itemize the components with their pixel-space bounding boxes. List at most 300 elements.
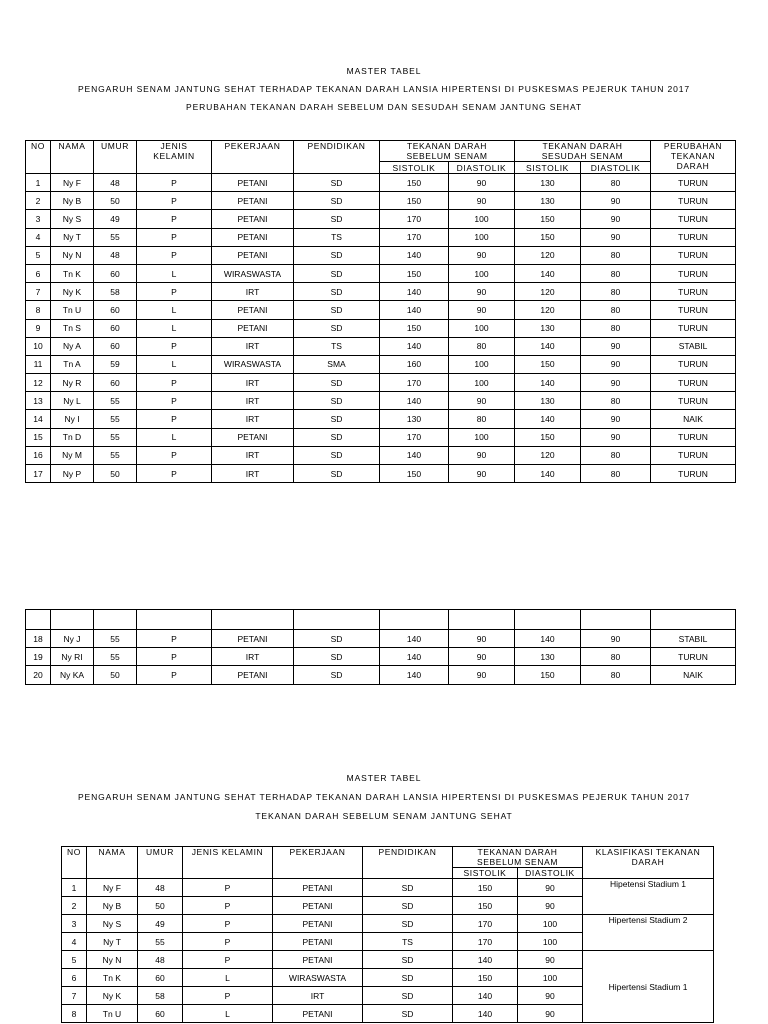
table-row [26, 630, 736, 648]
table-cell: 60 [94, 301, 137, 319]
table-cell: NAIK [651, 666, 736, 684]
table-cell: SD [363, 897, 453, 915]
table-cell: 80 [581, 446, 651, 464]
table-cell: WIRASWASTA [212, 264, 294, 282]
table-cell: 150 [515, 210, 581, 228]
table-row [26, 228, 736, 246]
table-cell: 55 [94, 446, 137, 464]
master-table-2 [25, 609, 736, 685]
table-cell: 140 [380, 283, 449, 301]
table-cell: 60 [138, 969, 183, 987]
empty-header-row [26, 610, 736, 630]
table-cell: L [137, 319, 212, 337]
table-cell: TURUN [651, 392, 736, 410]
table-cell: 11 [26, 355, 51, 373]
table-cell: 15 [26, 428, 51, 446]
table-cell: Ny N [87, 951, 138, 969]
table-cell: NAIK [651, 410, 736, 428]
klasifikasi-cell: Hipertensi Stadium 1 [583, 951, 714, 1023]
table-cell: 90 [518, 879, 583, 897]
table-cell: SD [294, 666, 380, 684]
table-cell: 48 [94, 174, 137, 192]
col-header-sistolik-before: SISTOLIK [380, 162, 449, 174]
table-cell: 150 [380, 192, 449, 210]
table-cell: SD [294, 428, 380, 446]
header-line: PERUBAHAN [663, 141, 723, 151]
table-cell: SMA [294, 355, 380, 373]
table-cell: 100 [449, 319, 515, 337]
table-cell: 2 [62, 897, 87, 915]
table-cell: Ny R [51, 374, 94, 392]
table-cell: 90 [449, 392, 515, 410]
table-cell: 140 [380, 446, 449, 464]
table-cell: P [137, 374, 212, 392]
table-cell: 90 [581, 210, 651, 228]
col-header-pekerjaan: PEKERJAAN [273, 847, 363, 879]
table-cell: TS [294, 337, 380, 355]
table-cell: 150 [380, 264, 449, 282]
table-cell: IRT [212, 337, 294, 355]
table-cell: Ny B [51, 192, 94, 210]
table-row [26, 648, 736, 666]
table-cell: PETANI [273, 879, 363, 897]
table-row [26, 374, 736, 392]
table-cell: 140 [515, 337, 581, 355]
table-cell: SD [294, 301, 380, 319]
klasifikasi-cell: Hipertensi Stadium 2 [583, 915, 714, 951]
table-cell: TS [363, 933, 453, 951]
table-cell: 80 [449, 337, 515, 355]
table-cell: P [137, 192, 212, 210]
table-cell: 150 [380, 319, 449, 337]
table-cell: Ny S [87, 915, 138, 933]
table-cell: 5 [26, 246, 51, 264]
table-cell: 120 [515, 446, 581, 464]
doc2-title: MASTER TABEL [346, 773, 422, 783]
table-cell: TURUN [651, 192, 736, 210]
col-header-nama: NAMA [87, 847, 138, 879]
table-row [26, 174, 736, 192]
table-cell: SD [294, 210, 380, 228]
col-header-sistolik: SISTOLIK [453, 868, 518, 879]
table-cell: PETANI [212, 228, 294, 246]
table-cell: PETANI [273, 1005, 363, 1023]
table-row [26, 337, 736, 355]
table-cell: 7 [26, 283, 51, 301]
col-header-before [380, 141, 515, 162]
table-cell: L [137, 264, 212, 282]
table-cell: Ny K [51, 283, 94, 301]
table-cell: 55 [94, 648, 137, 666]
table-cell: 80 [581, 283, 651, 301]
table-cell: PETANI [212, 428, 294, 446]
table-cell: 100 [449, 428, 515, 446]
table-cell: Ny T [51, 228, 94, 246]
col-header-perubahan [651, 141, 736, 174]
table-cell: 90 [449, 174, 515, 192]
table-cell: 140 [380, 246, 449, 264]
col-header-pendidikan: PENDIDIKAN [294, 141, 380, 174]
table-cell: 90 [449, 630, 515, 648]
header-line: TEKANAN DARAH [406, 141, 488, 151]
table-cell: Tn K [87, 969, 138, 987]
table-cell: 80 [581, 246, 651, 264]
table-cell: 140 [380, 392, 449, 410]
table-cell: SD [294, 319, 380, 337]
table-cell: 100 [518, 969, 583, 987]
table-cell: 90 [581, 630, 651, 648]
table-cell: 100 [449, 374, 515, 392]
doc2-subtitle: PENGARUH SENAM JANTUNG SEHAT TERHADAP TEKANAN DARAH LANSIA HIPERTENSI DI PUSKESMAS PEJERUK TAHUN 2017 [77, 792, 691, 802]
table-cell: 58 [94, 283, 137, 301]
table-cell: 80 [581, 392, 651, 410]
table-cell: 55 [94, 630, 137, 648]
table-cell: 55 [94, 410, 137, 428]
table-cell: P [183, 897, 273, 915]
empty-cell [515, 610, 581, 630]
table-cell: 90 [581, 374, 651, 392]
table-cell: 130 [380, 410, 449, 428]
table-cell: P [137, 210, 212, 228]
table-cell: 140 [453, 987, 518, 1005]
table-cell: TURUN [651, 301, 736, 319]
table-cell: PETANI [212, 666, 294, 684]
table-cell: 150 [380, 174, 449, 192]
table-cell: 60 [138, 1005, 183, 1023]
master-table-3 [61, 846, 714, 1023]
table-cell: 60 [94, 337, 137, 355]
table-cell: SD [363, 1005, 453, 1023]
table-cell: Ny F [51, 174, 94, 192]
table-cell: 60 [94, 374, 137, 392]
empty-cell [651, 610, 736, 630]
table-cell: P [137, 648, 212, 666]
table-cell: 150 [453, 969, 518, 987]
table-cell: TURUN [651, 319, 736, 337]
table-cell: 55 [138, 933, 183, 951]
table-cell: TURUN [651, 283, 736, 301]
table-cell: SD [294, 174, 380, 192]
table-cell: Ny J [51, 630, 94, 648]
table-cell: 170 [380, 428, 449, 446]
table-cell: TURUN [651, 174, 736, 192]
table-cell: PETANI [212, 319, 294, 337]
col-header-nama: NAMA [51, 141, 94, 174]
table-cell: SD [294, 446, 380, 464]
table-cell: 90 [449, 192, 515, 210]
table-cell: L [137, 428, 212, 446]
table-cell: P [183, 879, 273, 897]
table-row [26, 192, 736, 210]
col-header-diastolik: DIASTOLIK [518, 868, 583, 879]
table-cell: 130 [515, 319, 581, 337]
table-cell: P [183, 951, 273, 969]
table-cell: 120 [515, 283, 581, 301]
col-header-after [515, 141, 651, 162]
header-line: SEBELUM SENAM [477, 857, 559, 867]
header-line: KELAMIN [153, 151, 195, 161]
table-row [62, 951, 714, 969]
table-row [26, 246, 736, 264]
table-cell: 90 [518, 951, 583, 969]
table-cell: 90 [518, 987, 583, 1005]
table-row [26, 465, 736, 483]
table-cell: PETANI [212, 630, 294, 648]
table-cell: 90 [449, 465, 515, 483]
table-cell: 170 [453, 915, 518, 933]
empty-cell [294, 610, 380, 630]
table-cell: 90 [581, 355, 651, 373]
table-cell: 6 [26, 264, 51, 282]
header-line: SEBELUM SENAM [406, 151, 488, 161]
table-cell: TURUN [651, 228, 736, 246]
table-cell: 150 [515, 428, 581, 446]
col-header-no: NO [26, 141, 51, 174]
table-cell: 90 [581, 428, 651, 446]
table-row [26, 392, 736, 410]
empty-cell [26, 610, 51, 630]
table-cell: IRT [212, 446, 294, 464]
table-cell: 140 [515, 410, 581, 428]
table-cell: 80 [581, 264, 651, 282]
table-row [26, 428, 736, 446]
table-cell: 170 [453, 933, 518, 951]
table-cell: 100 [449, 355, 515, 373]
table-cell: P [183, 933, 273, 951]
table-cell: P [137, 283, 212, 301]
table-cell: 80 [581, 319, 651, 337]
table-cell: 80 [449, 410, 515, 428]
table-cell: 170 [380, 228, 449, 246]
table-cell: Ny S [51, 210, 94, 228]
table-cell: 160 [380, 355, 449, 373]
table-cell: 130 [515, 648, 581, 666]
table-cell: 140 [380, 301, 449, 319]
table-cell: Ny KA [51, 666, 94, 684]
table-cell: SD [363, 915, 453, 933]
table-cell: 140 [380, 666, 449, 684]
table-cell: 16 [26, 446, 51, 464]
table-cell: IRT [212, 648, 294, 666]
table-cell: 100 [518, 933, 583, 951]
table-cell: Ny RI [51, 648, 94, 666]
table-cell: 55 [94, 392, 137, 410]
table-cell: Ny F [87, 879, 138, 897]
table-cell: 6 [62, 969, 87, 987]
table-cell: 60 [94, 319, 137, 337]
table-cell: P [183, 915, 273, 933]
col-header-jenis-kelamin: JENIS KELAMIN [183, 847, 273, 879]
table-cell: STABIL [651, 630, 736, 648]
table-cell: 140 [380, 648, 449, 666]
table-row [62, 915, 714, 933]
table-cell: 80 [581, 301, 651, 319]
table-cell: 130 [515, 174, 581, 192]
table-cell: L [137, 355, 212, 373]
table-cell: 90 [581, 192, 651, 210]
table-cell: L [183, 1005, 273, 1023]
table-cell: 8 [26, 301, 51, 319]
table-cell: IRT [212, 410, 294, 428]
header-line: TEKANAN [670, 151, 716, 161]
table-cell: 20 [26, 666, 51, 684]
table-cell: P [137, 630, 212, 648]
table-cell: 90 [518, 897, 583, 915]
doc1-title: MASTER TABEL [346, 66, 422, 76]
table-cell: SD [294, 246, 380, 264]
table-cell: 1 [26, 174, 51, 192]
table-row [26, 666, 736, 684]
table-cell: 17 [26, 465, 51, 483]
table-cell: 4 [62, 933, 87, 951]
table-cell: 50 [138, 897, 183, 915]
table-cell: Ny T [87, 933, 138, 951]
table-cell: Tn K [51, 264, 94, 282]
table-cell: WIRASWASTA [212, 355, 294, 373]
table-cell: 10 [26, 337, 51, 355]
table-cell: 4 [26, 228, 51, 246]
table-cell: Ny P [51, 465, 94, 483]
table-cell: TURUN [651, 355, 736, 373]
table-cell: TURUN [651, 648, 736, 666]
table-cell: 130 [515, 392, 581, 410]
table-cell: SD [363, 987, 453, 1005]
col-header-umur: UMUR [94, 141, 137, 174]
header-line: DARAH [631, 857, 665, 867]
table-cell: IRT [212, 392, 294, 410]
empty-cell [137, 610, 212, 630]
table-cell: 170 [380, 374, 449, 392]
table-cell: SD [294, 630, 380, 648]
table-cell: WIRASWASTA [273, 969, 363, 987]
table-cell: 18 [26, 630, 51, 648]
table-cell: 140 [515, 630, 581, 648]
table-cell: 1 [62, 879, 87, 897]
header-line: TEKANAN DARAH [542, 141, 623, 151]
header-line: TEKANAN DARAH [477, 847, 558, 857]
table-cell: Tn A [51, 355, 94, 373]
table-cell: 140 [453, 1005, 518, 1023]
col-header-klasifikasi [583, 847, 714, 879]
table-cell: 100 [449, 264, 515, 282]
empty-cell [581, 610, 651, 630]
doc1-subtitle: PENGARUH SENAM JANTUNG SEHAT TERHADAP TEKANAN DARAH LANSIA HIPERTENSI DI PUSKESMAS PEJERUK TAHUN 2017 [77, 84, 691, 94]
table-cell: Tn U [51, 301, 94, 319]
table-cell: 90 [449, 446, 515, 464]
table-cell: TURUN [651, 264, 736, 282]
table-cell: Ny B [87, 897, 138, 915]
table-cell: 90 [581, 410, 651, 428]
table-1-body [26, 174, 736, 483]
table-cell: SD [294, 392, 380, 410]
table-cell: 80 [581, 666, 651, 684]
table-cell: SD [294, 374, 380, 392]
header-line: SESUDAH SENAM [541, 151, 624, 161]
table-cell: TURUN [651, 246, 736, 264]
table-cell: PETANI [273, 915, 363, 933]
table-row [26, 301, 736, 319]
empty-cell [51, 610, 94, 630]
table-cell: TURUN [651, 374, 736, 392]
table-cell: 60 [94, 264, 137, 282]
master-table-1 [25, 140, 736, 483]
table-cell: 48 [138, 951, 183, 969]
table-cell: STABIL [651, 337, 736, 355]
table-cell: 80 [581, 465, 651, 483]
header-line: JENIS [160, 141, 188, 151]
col-header-jenis-kelamin [137, 141, 212, 174]
table-cell: 150 [453, 879, 518, 897]
table-cell: SD [294, 410, 380, 428]
table-cell: 170 [380, 210, 449, 228]
table-cell: 150 [515, 228, 581, 246]
table-cell: 90 [449, 283, 515, 301]
table-cell: 120 [515, 301, 581, 319]
table-cell: PETANI [273, 897, 363, 915]
col-header-diastolik-after: DIASTOLIK [581, 162, 651, 174]
table-cell: IRT [212, 374, 294, 392]
table-cell: SD [294, 264, 380, 282]
table-cell: TS [294, 228, 380, 246]
table-cell: 49 [138, 915, 183, 933]
table-cell: P [137, 228, 212, 246]
table-2-body [26, 610, 736, 685]
table-cell: Ny L [51, 392, 94, 410]
table-cell: 140 [515, 465, 581, 483]
table-cell: Ny K [87, 987, 138, 1005]
table-cell: 14 [26, 410, 51, 428]
table-cell: PETANI [212, 210, 294, 228]
table-cell: P [137, 666, 212, 684]
table-cell: P [137, 446, 212, 464]
table-row [26, 264, 736, 282]
table-cell: Ny I [51, 410, 94, 428]
table-cell: 50 [94, 465, 137, 483]
table-cell: 49 [94, 210, 137, 228]
table-cell: 58 [138, 987, 183, 1005]
table-cell: SD [294, 465, 380, 483]
table-cell: 130 [515, 192, 581, 210]
table-cell: L [183, 969, 273, 987]
table-cell: 90 [518, 1005, 583, 1023]
table-cell: 150 [515, 666, 581, 684]
header-line: DARAH [676, 161, 710, 171]
table-cell: 120 [515, 246, 581, 264]
col-header-no: NO [62, 847, 87, 879]
table-cell: 3 [62, 915, 87, 933]
empty-cell [380, 610, 449, 630]
table-cell: SD [363, 879, 453, 897]
table-cell: SD [363, 951, 453, 969]
table-row [26, 319, 736, 337]
table-cell: 80 [581, 174, 651, 192]
table-cell: 140 [515, 374, 581, 392]
table-cell: PETANI [212, 174, 294, 192]
table-cell: 55 [94, 228, 137, 246]
table-cell: P [137, 392, 212, 410]
table-cell: 2 [26, 192, 51, 210]
table-cell: 90 [449, 648, 515, 666]
col-header-pekerjaan: PEKERJAAN [212, 141, 294, 174]
table-3-body [62, 879, 714, 1023]
table-cell: IRT [212, 465, 294, 483]
col-header-before [453, 847, 583, 868]
table-cell: TURUN [651, 210, 736, 228]
table-cell: 12 [26, 374, 51, 392]
table-cell: Tn D [51, 428, 94, 446]
table-row [26, 210, 736, 228]
table-cell: 140 [453, 951, 518, 969]
